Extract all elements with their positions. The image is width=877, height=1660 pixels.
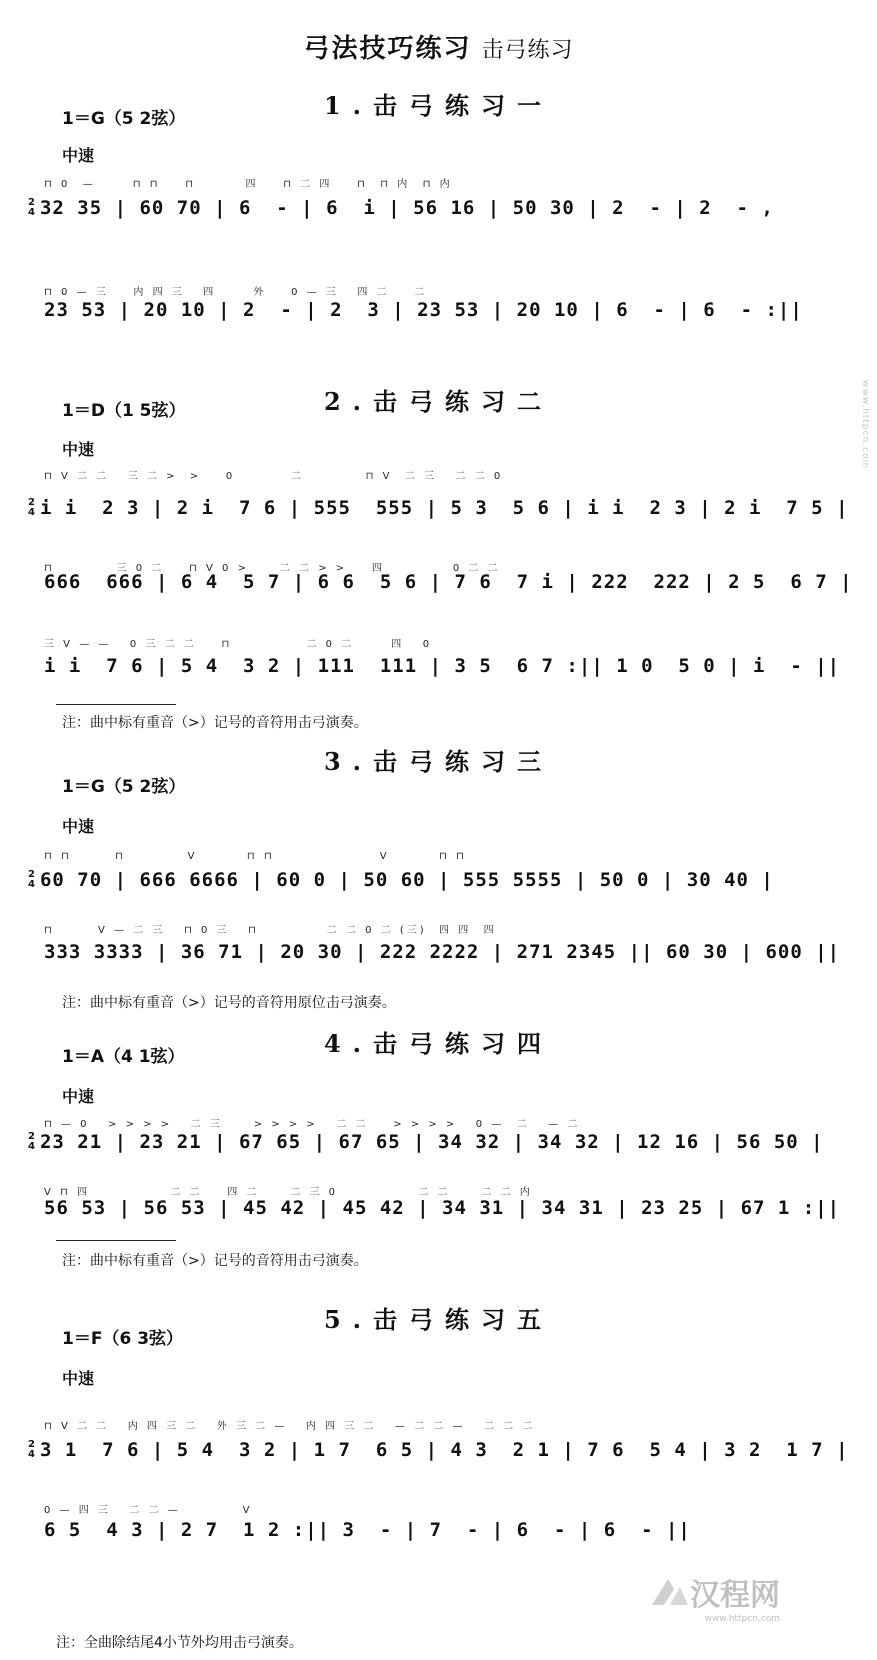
- exercise-3-staff-row-2: [44, 934, 840, 970]
- exercise-4-notes-row-1: 23 21 | 23 21 | 67 65 | 67 65 | 34 32 | 34 32 | 12 16 | 56 50 |: [39, 1131, 824, 1153]
- exercise-1-notes-row-1: 32 35 | 60 70 | 6 - | 6 i | 56 16 | 50 30 | 2 - | 2 - ,: [39, 197, 774, 219]
- exercise-3-footnote: 注：曲中标有重音（>）记号的音符用原位击弓演奏。: [62, 995, 396, 1011]
- page-title-main: 弓法技巧练习: [303, 34, 472, 64]
- exercise-1-title: 1.击弓练习一: [323, 91, 554, 120]
- exercise-2-tempo: 中速: [62, 440, 95, 459]
- page-title: [0, 28, 877, 65]
- exercise-5-notes-row-1: 3 1 7 6 | 5 4 3 2 | 1 7 6 5 | 4 3 2 1 | 7 6 5 4 | 3 2 1 7 |: [39, 1439, 849, 1461]
- exercise-4-key: 1＝A（4 1弦）: [62, 1047, 185, 1067]
- side-watermark-url: www.httpcn.com: [860, 380, 870, 470]
- exercise-2-bowing-marks-row-3: 三 V — — 0 三 二 二 ⊓ 二 0 二 四 0: [44, 639, 433, 650]
- exercise-5-bowing-marks-row-1: ⊓ V 二 二 内 四 三 二 外 三 二 — 内 四 三 二 — 二 二 — 二 二 二: [44, 1421, 536, 1432]
- exercise-1-staff-row-1: [28, 190, 774, 226]
- exercise-3-bowing-marks-row-2: ⊓ V — 二 三 ⊓ 0 三 ⊓ 二 二 0 二 (三) 四 四 四: [44, 925, 497, 936]
- exercise-1-notes-row-2: 23 53 | 20 10 | 2 - | 2 3 | 23 53 | 20 10 | 6 - | 6 - :||: [44, 299, 803, 321]
- exercise-4-tempo: 中速: [62, 1087, 95, 1106]
- exercise-2-staff-row-1: [28, 490, 849, 526]
- exercise-5-notes-row-2: 6 5 4 3 | 2 7 1 2 :|| 3 - | 7 - | 6 - | 6 - ||: [44, 1519, 691, 1541]
- watermark-brand: 汉程网: [690, 1578, 780, 1613]
- exercise-3-notes-row-1: 60 70 | 666 6666 | 60 0 | 50 60 | 555 5555 | 50 0 | 30 40 |: [39, 869, 774, 891]
- exercise-2-bowing-marks-row-2: ⊓ 三 0 二 ⊓ V 0 > 二 二 > > 四 0 二 二: [44, 563, 501, 574]
- exercise-3-key: 1＝G（5 2弦）: [62, 777, 186, 797]
- time-signature: 2 4: [28, 1131, 36, 1152]
- exercise-1-bowing-marks-row-2: ⊓ 0 — 三 内 四 三 四 外 0 — 三 四 二 二: [44, 287, 428, 298]
- exercise-2-staff-row-3: [44, 648, 840, 684]
- exercise-2-notes-row-1: i i 2 3 | 2 i 7 6 | 555 555 | 5 3 5 6 | i i 2 3 | 2 i 7 5 |: [39, 497, 849, 519]
- exercise-2-title: 2.击弓练习二: [323, 387, 554, 416]
- exercise-4-staff-row-1: [28, 1124, 824, 1160]
- exercise-3-bowing-marks-row-1: ⊓ ⊓ ⊓ V ⊓ ⊓ V ⊓ ⊓: [44, 851, 467, 862]
- exercise-4-title: 4.击弓练习四: [323, 1029, 554, 1058]
- exercise-3-staff-row-1: [28, 862, 774, 898]
- exercise-5-key: 1＝F（6 3弦）: [62, 1329, 184, 1349]
- exercise-4-bowing-marks-row-1: ⊓ — 0 > > > > 二 三 > > > > 二 二 > > > > 0 — 二 — 二: [44, 1119, 581, 1130]
- exercise-2-footnote: 注：曲中标有重音（>）记号的音符用击弓演奏。: [62, 715, 368, 731]
- exercise-1-key: 1＝G（5 2弦）: [62, 109, 186, 129]
- exercise-5-staff-row-2: [44, 1512, 691, 1548]
- exercise-4-footnote: 注：曲中标有重音（>）记号的音符用击弓演奏。: [62, 1253, 368, 1269]
- exercise-2-staff-row-2: [44, 564, 853, 600]
- exercise-5-bowing-marks-row-2: 0 — 四 三 二 二 — V: [44, 1505, 253, 1516]
- time-signature: 2 4: [28, 497, 36, 518]
- exercise-3-notes-row-2: 333 3333 | 36 71 | 20 30 | 222 2222 | 271 2345 || 60 30 | 600 ||: [44, 941, 841, 963]
- exercise-2-bowing-marks-row-1: ⊓ V 二 二 三 二 > > 0 二 ⊓ V 二 三 二 二 0: [44, 471, 504, 482]
- exercise-2-key: 1＝D（1 5弦）: [62, 401, 186, 421]
- exercise-2-notes-row-3: i i 7 6 | 5 4 3 2 | 111 111 | 3 5 6 7 :|| 1 0 5 0 | i - ||: [44, 655, 841, 677]
- watermark-url: www.httpcn.com: [704, 1614, 780, 1624]
- exercise-3-tempo: 中速: [62, 817, 95, 836]
- watermark-logo-icon: [650, 1575, 690, 1609]
- exercise-4-bowing-marks-row-2: V ⊓ 四 二 二 四 二 二 三 0 二 二 二 二 内: [44, 1187, 533, 1198]
- exercise-4-staff-row-2: [44, 1190, 840, 1226]
- exercise-1-staff-row-2: [44, 292, 803, 328]
- exercise-4-notes-row-2: 56 53 | 56 53 | 45 42 | 45 42 | 34 31 | 34 31 | 23 25 | 67 1 :||: [44, 1197, 841, 1219]
- exercise-3-title: 3.击弓练习三: [323, 747, 554, 776]
- footnote-rule: [56, 1240, 176, 1241]
- footnote-rule: [56, 704, 176, 705]
- exercise-5-staff-row-1: [28, 1432, 849, 1468]
- exercise-2-notes-row-2: 666 666 | 6 4 5 7 | 6 6 5 6 | 7 6 7 i | 222 222 | 2 5 6 7 |: [44, 571, 853, 593]
- exercise-1-tempo: 中速: [62, 146, 95, 165]
- time-signature: 2 4: [28, 1439, 36, 1460]
- exercise-5-tempo: 中速: [62, 1369, 95, 1388]
- watermark: [650, 1570, 780, 1624]
- time-signature: 2 4: [28, 869, 36, 890]
- time-signature: 2 4: [28, 197, 36, 218]
- exercise-5-title: 5.击弓练习五: [323, 1305, 554, 1334]
- exercise-1-bowing-marks-row-1: ⊓ 0 — ⊓ ⊓ ⊓ 四 ⊓ 二 四 ⊓ ⊓ 内 ⊓ 内: [44, 179, 453, 190]
- page-subtitle: 击弓练习: [481, 38, 574, 63]
- exercise-5-footnote: 注：全曲除结尾4小节外均用击弓演奏。: [56, 1635, 303, 1651]
